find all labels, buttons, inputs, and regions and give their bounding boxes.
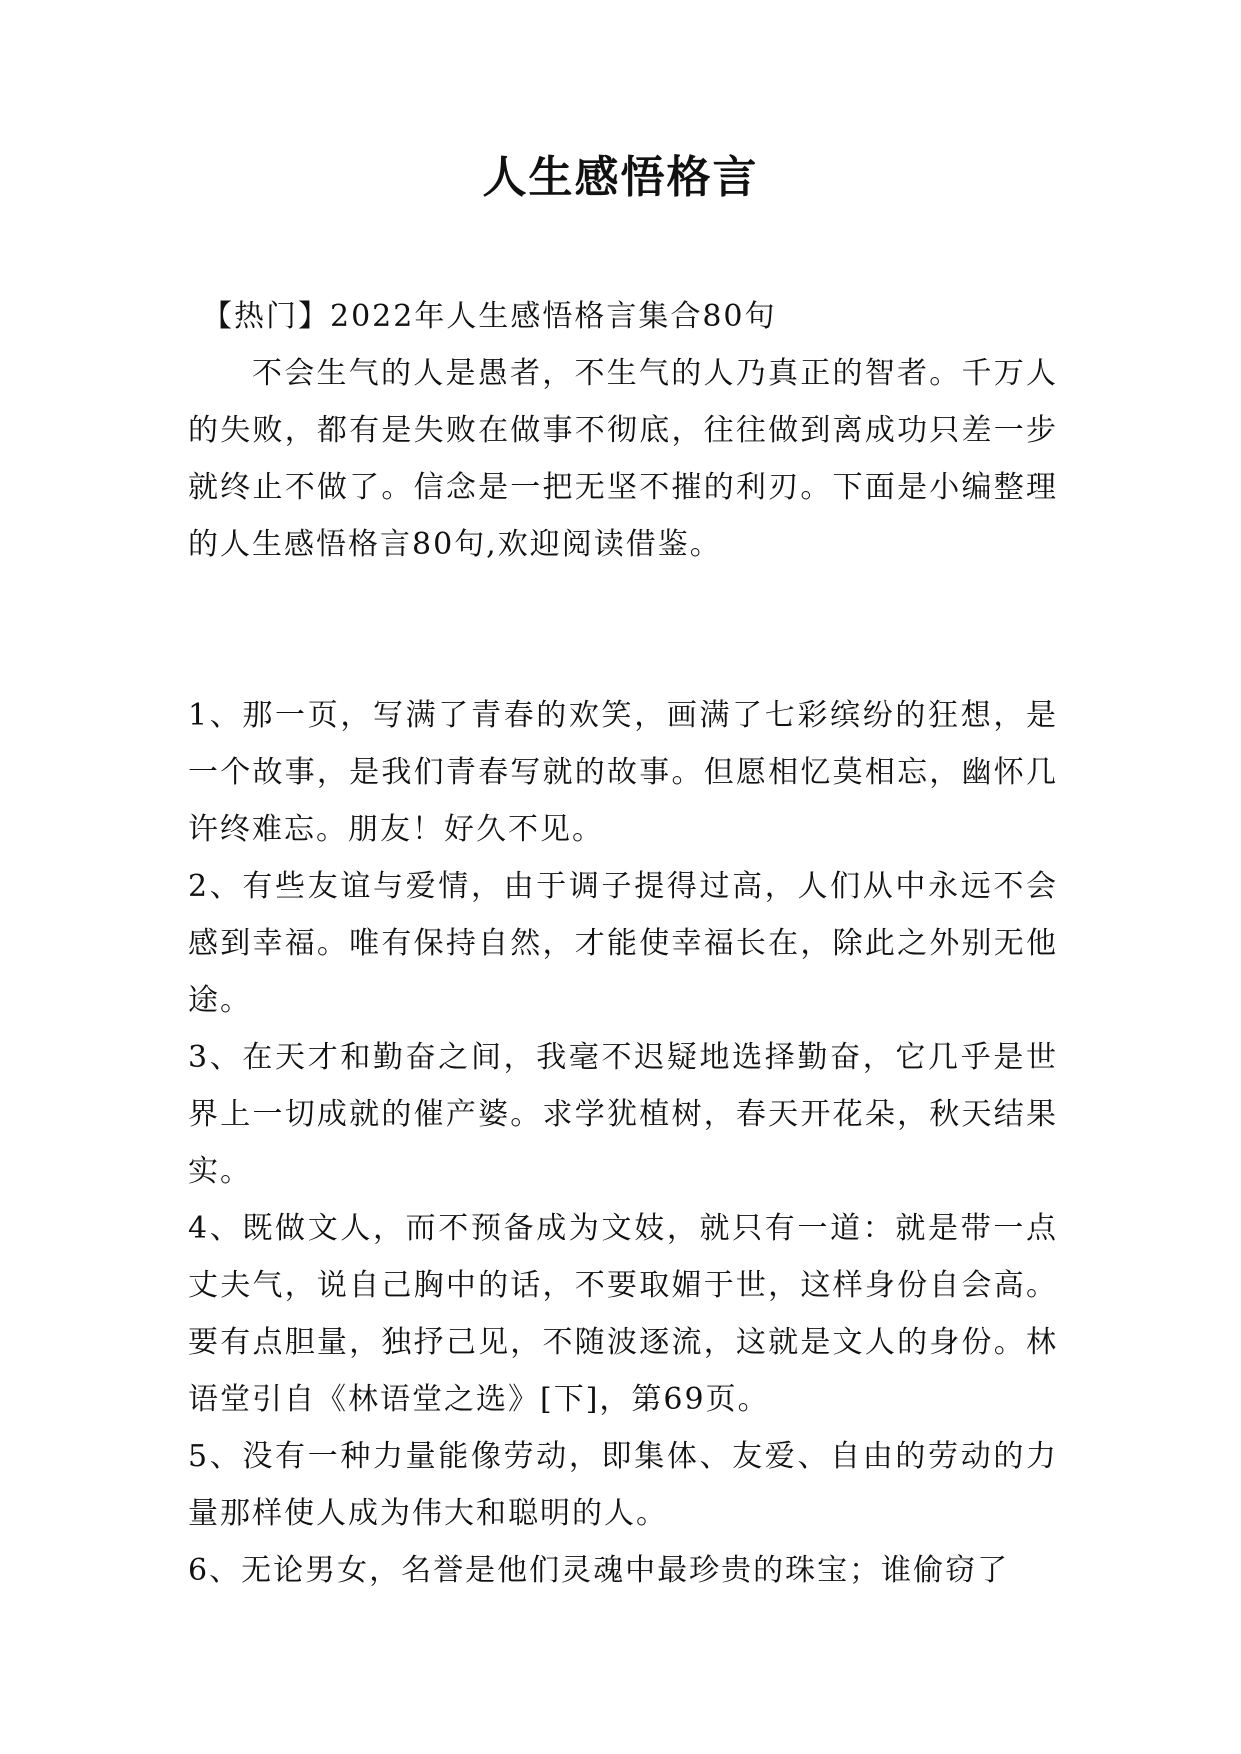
quote-item: 5、没有一种力量能像劳动，即集体、友爱、自由的劳动的力量那样使人成为伟大和聪明的人。 — [188, 1439, 1058, 1531]
quote-item: 3、在天才和勤奋之间，我毫不迟疑地选择勤奋，它几乎是世界上一切成就的催产婆。求学犹植树，春天开花朵，秋天结果实。 — [188, 1040, 1058, 1189]
intro-paragraph: 不会生气的人是愚者，不生气的人乃真正的智者。千万人的失败，都有是失败在做事不彻底，往往做到离成功只差一步就终止不做了。信念是一把无坚不摧的利刃。下面是小编整理的人生感悟格言80句,欢迎阅读借鉴。 — [188, 356, 1058, 562]
document-subtitle: 【热门】2022年人生感悟格言集合80句 — [202, 299, 777, 334]
quote-item: 4、既做文人，而不预备成为文妓，就只有一道：就是带一点丈夫气，说自己胸中的话，不要取媚于世，这样身份自会高。要有点胆量，独抒己见，不随波逐流，这就是文人的身份。林语堂引自《林语堂之选》[下]，第69页。 — [188, 1211, 1058, 1417]
quote-item: 6、无论男女，名誉是他们灵魂中最珍贵的珠宝；谁偷窃了 — [188, 1553, 1010, 1588]
quote-item: 2、有些友谊与爱情，由于调子提得过高，人们从中永远不会感到幸福。唯有保持自然，才能使幸福长在，除此之外别无他途。 — [188, 869, 1058, 1018]
quote-item: 1、那一页，写满了青春的欢笑，画满了七彩缤纷的狂想，是一个故事，是我们青春写就的故事。但愿相忆莫相忘，幽怀几许终难忘。朋友！好久不见。 — [188, 698, 1058, 847]
paragraph-gap — [188, 573, 1058, 687]
document-body — [188, 288, 1058, 1599]
document-title: 人生感悟格言 — [482, 152, 759, 203]
